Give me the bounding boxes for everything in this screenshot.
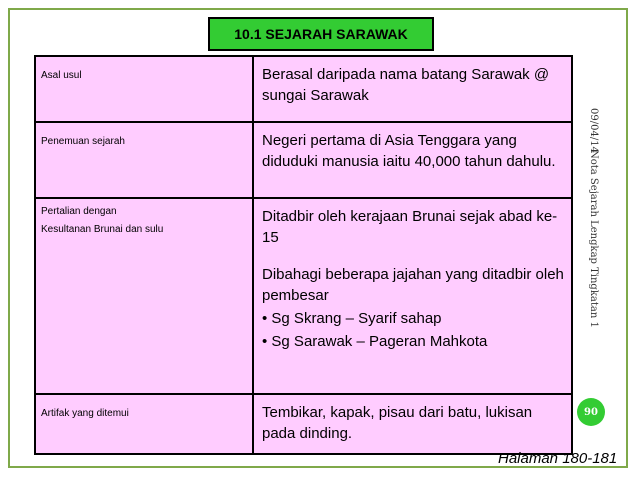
row-content [253,198,572,394]
row-content [253,56,572,122]
row-label-text: Artifak yang ditemui [41,408,129,419]
table-row [35,56,572,122]
row-label [35,198,253,394]
bullet-item: • Sg Skrang – Syarif sahap [262,310,442,327]
row-label-text: Penemuan sejarah [41,136,125,147]
side-date: 09/04/14 [588,108,599,153]
table-row [35,198,572,394]
content-text: Ditadbir oleh kerajaan Brunai sejak abad ke-15 [262,208,558,246]
table-row [35,122,572,198]
table-row [35,394,572,454]
content-text: Tembikar, kapak, pisau dari batu, lukisan pada dinding. [262,404,533,442]
bullet-item: • Sg Sarawak – Pageran Mahkota [262,333,488,350]
slide-title: 10.1 SEJARAH SARAWAK [208,17,434,51]
content-text: Dibahagi beberapa jajahan yang ditadbir oleh pembesar [262,266,564,304]
row-content [253,122,572,198]
page-number-badge: 90 [577,398,605,426]
row-content [253,394,572,454]
row-label [35,122,253,198]
row-label-text: Kesultanan Brunai dan sulu [41,224,164,235]
content-table [34,55,573,455]
page-reference: Halaman 180-181 [498,450,618,467]
row-label-text: Asal usul [41,70,82,81]
row-label-text: Pertalian dengan [41,206,117,217]
side-note: Nota Sejarah Lengkap Tingkatan 1 [588,150,599,328]
content-text: Berasal daripada nama batang Sarawak @ sungai Sarawak [262,66,550,104]
row-label [35,394,253,454]
content-text: Negeri pertama di Asia Tenggara yang diduduki manusia iaitu 40,000 tahun dahulu. [262,132,556,170]
row-label [35,56,253,122]
